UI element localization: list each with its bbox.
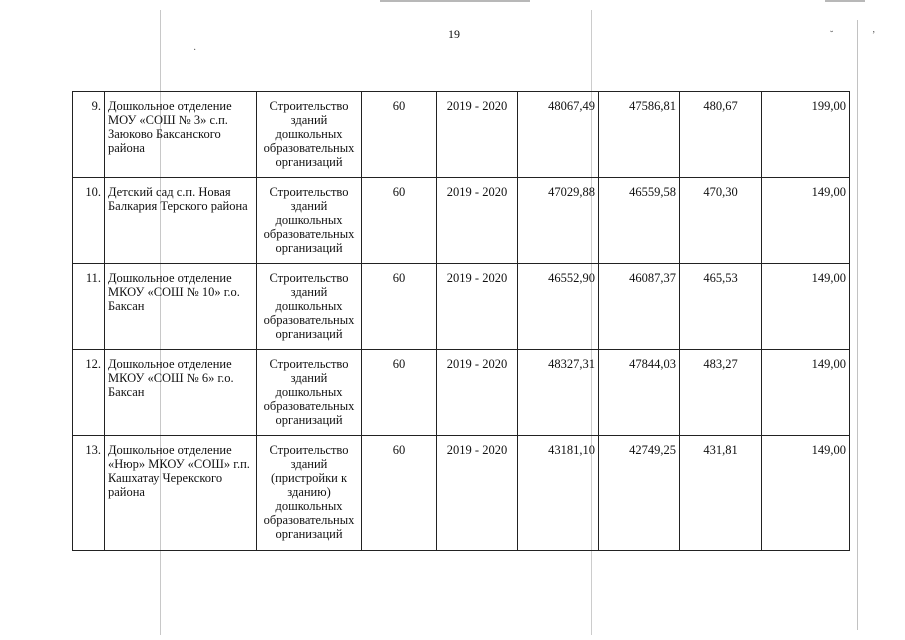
scan-line-right bbox=[857, 20, 858, 630]
page-number: 19 bbox=[448, 27, 460, 41]
table-row bbox=[73, 350, 850, 436]
data-table bbox=[72, 91, 850, 551]
object-name: Дошкольное отделение МКОУ «СОШ № 6» г.о. Баксан bbox=[105, 350, 257, 436]
capacity: 60 bbox=[362, 264, 437, 350]
scan-mark: ’ bbox=[872, 30, 876, 41]
scan-mark: · bbox=[193, 45, 197, 56]
federal-amount: 42749,25 bbox=[599, 436, 680, 551]
federal-amount: 47844,03 bbox=[599, 350, 680, 436]
period: 2019 - 2020 bbox=[437, 92, 518, 178]
scan-line-top bbox=[380, 0, 530, 2]
project-kind: Строительство зданий (пристройки к зданию) дошкольных образовательных организаций bbox=[257, 436, 362, 551]
federal-amount: 46559,58 bbox=[599, 178, 680, 264]
table-row bbox=[73, 264, 850, 350]
capacity: 60 bbox=[362, 92, 437, 178]
total-amount: 43181,10 bbox=[518, 436, 599, 551]
row-number: 10. bbox=[73, 178, 105, 264]
regional-amount: 431,81 bbox=[680, 436, 762, 551]
row-number: 13. bbox=[73, 436, 105, 551]
total-amount: 48067,49 bbox=[518, 92, 599, 178]
total-amount: 46552,90 bbox=[518, 264, 599, 350]
project-kind: Строительство зданий дошкольных образовательных организаций bbox=[257, 350, 362, 436]
total-amount: 48327,31 bbox=[518, 350, 599, 436]
federal-amount: 46087,37 bbox=[599, 264, 680, 350]
row-number: 9. bbox=[73, 92, 105, 178]
table-row bbox=[73, 178, 850, 264]
local-amount: 149,00 bbox=[762, 436, 850, 551]
period: 2019 - 2020 bbox=[437, 436, 518, 551]
project-kind: Строительство зданий дошкольных образовательных организаций bbox=[257, 264, 362, 350]
regional-amount: 465,53 bbox=[680, 264, 762, 350]
table-row bbox=[73, 436, 850, 551]
local-amount: 149,00 bbox=[762, 350, 850, 436]
local-amount: 149,00 bbox=[762, 264, 850, 350]
period: 2019 - 2020 bbox=[437, 350, 518, 436]
capacity: 60 bbox=[362, 436, 437, 551]
regional-amount: 470,30 bbox=[680, 178, 762, 264]
row-number: 11. bbox=[73, 264, 105, 350]
scan-mark: ˘ bbox=[830, 30, 834, 41]
federal-amount: 47586,81 bbox=[599, 92, 680, 178]
period: 2019 - 2020 bbox=[437, 264, 518, 350]
capacity: 60 bbox=[362, 178, 437, 264]
object-name: Дошкольное отделение «Нюр» МКОУ «СОШ» г.п. Кашхатау Черекского района bbox=[105, 436, 257, 551]
object-name: Дошкольное отделение МОУ «СОШ № 3» с.п. Заюково Баксанского района bbox=[105, 92, 257, 178]
local-amount: 149,00 bbox=[762, 178, 850, 264]
object-name: Детский сад с.п. Новая Балкария Терского района bbox=[105, 178, 257, 264]
row-number: 12. bbox=[73, 350, 105, 436]
object-name: Дошкольное отделение МКОУ «СОШ № 10» г.о. Баксан bbox=[105, 264, 257, 350]
period: 2019 - 2020 bbox=[437, 178, 518, 264]
local-amount: 199,00 bbox=[762, 92, 850, 178]
project-kind: Строительство зданий дошкольных образовательных организаций bbox=[257, 92, 362, 178]
regional-amount: 480,67 bbox=[680, 92, 762, 178]
capacity: 60 bbox=[362, 350, 437, 436]
table-row bbox=[73, 92, 850, 178]
regional-amount: 483,27 bbox=[680, 350, 762, 436]
project-kind: Строительство зданий дошкольных образовательных организаций bbox=[257, 178, 362, 264]
total-amount: 47029,88 bbox=[518, 178, 599, 264]
scan-line-top-right bbox=[825, 0, 865, 2]
